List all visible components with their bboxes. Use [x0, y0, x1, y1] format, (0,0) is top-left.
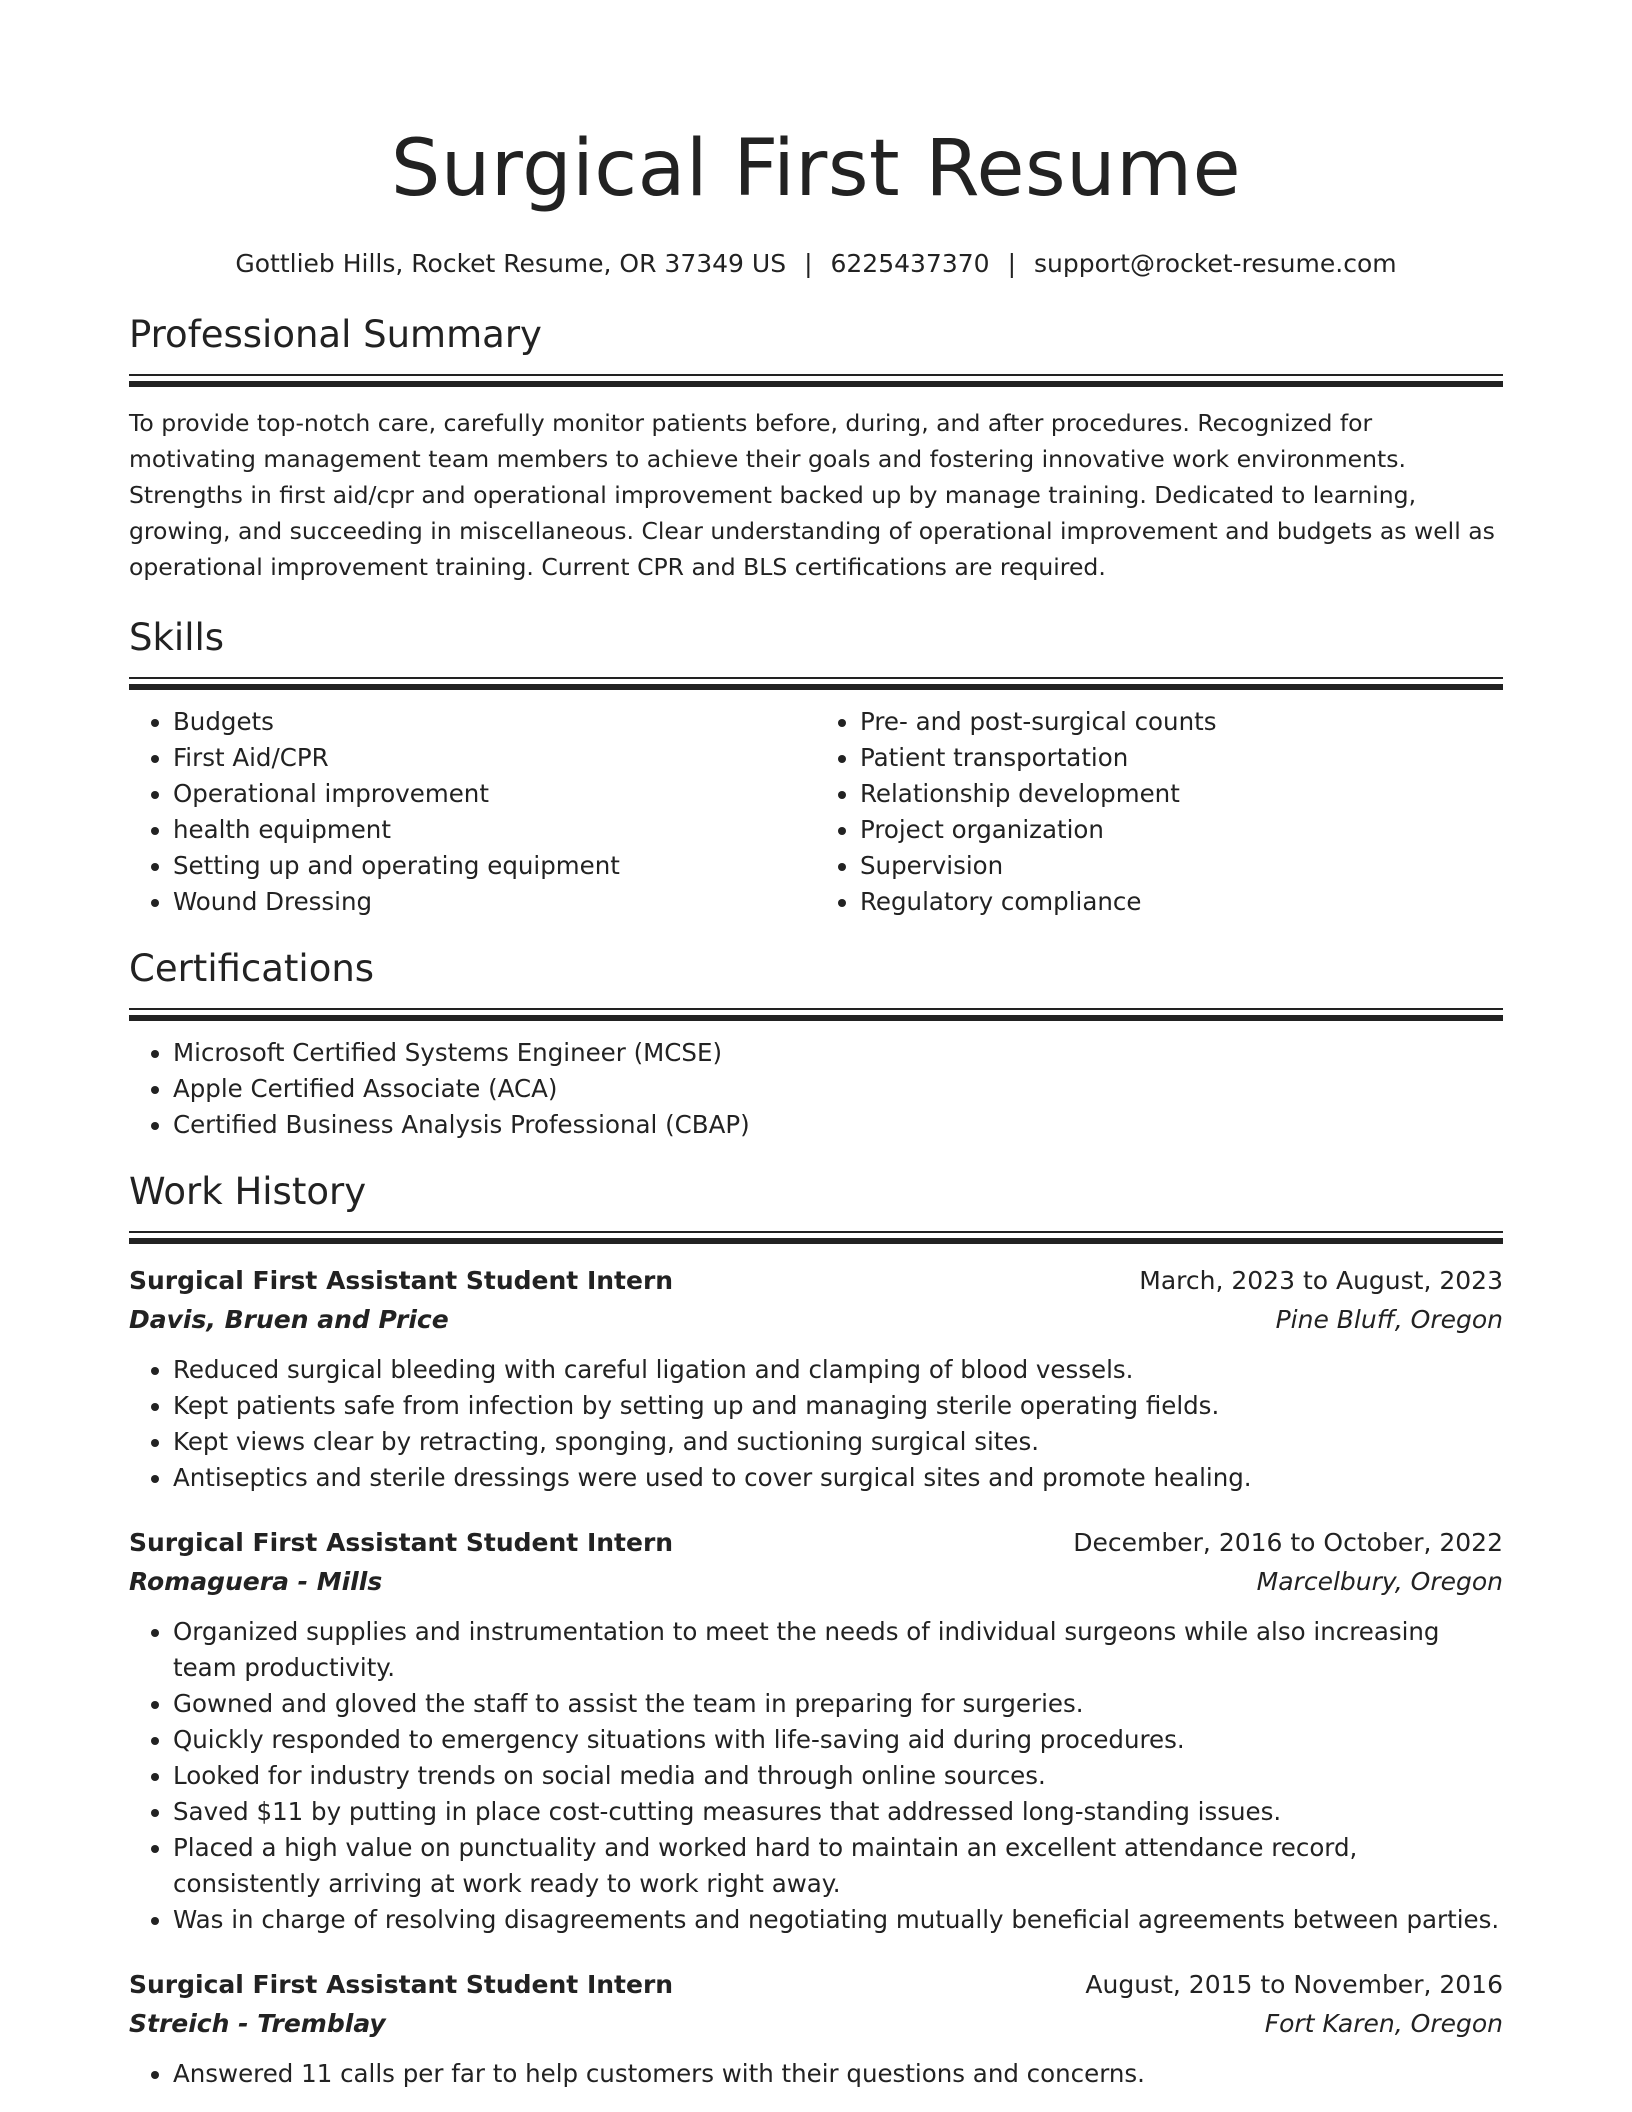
job-entry	[129, 1966, 1503, 2092]
job-bullet: • Kept views clear by retracting, sponging, and suctioning surgical sites.	[173, 1424, 1503, 1460]
certification-item: • Certified Business Analysis Professional (CBAP)	[173, 1107, 1503, 1143]
skill-item: • First Aid/CPR	[173, 740, 816, 776]
section-divider	[129, 374, 1503, 387]
job-dates: March, 2023 to August, 2023	[1139, 1266, 1503, 1295]
skills-list-right	[816, 704, 1503, 920]
skill-item: • Patient transportation	[860, 740, 1503, 776]
contact-separator: |	[1007, 249, 1016, 278]
job-bullet: • Reduced surgical bleeding with careful ligation and clamping of blood vessels.	[173, 1352, 1503, 1388]
job-location: Pine Bluff, Oregon	[1275, 1305, 1503, 1334]
job-bullet: • Saved $11 by putting in place cost-cutting measures that addressed long-standing issues.	[173, 1794, 1503, 1830]
job-bullets	[129, 2056, 1503, 2092]
resume-title: Surgical First Resume	[390, 124, 1242, 214]
job-bullet: • Gowned and gloved the staff to assist the team in preparing for surgeries.	[173, 1686, 1503, 1722]
certifications-heading: Certifications	[129, 947, 375, 990]
contact-email[interactable]: support@rocket-resume.com	[1034, 249, 1397, 278]
job-bullet: • Kept patients safe from infection by setting up and managing sterile operating fields.	[173, 1388, 1503, 1424]
job-company: Davis, Bruen and Price	[129, 1305, 449, 1334]
work-history-heading: Work History	[129, 1170, 367, 1213]
job-company: Romaguera - Mills	[129, 1567, 383, 1596]
skill-item: • Project organization	[860, 812, 1503, 848]
job-location: Fort Karen, Oregon	[1264, 2009, 1503, 2038]
job-header	[129, 1966, 1503, 2004]
work-history-section	[129, 1169, 1503, 2092]
job-title: Surgical First Assistant Student Intern	[129, 1266, 674, 1295]
job-entry	[129, 1524, 1503, 1938]
skill-item: • Supervision	[860, 848, 1503, 884]
job-bullet: • Placed a high value on punctuality and worked hard to maintain an excellent attendance record, consistently arriving at work ready to work right away.	[173, 1830, 1503, 1902]
skill-item: • Pre- and post-surgical counts	[860, 704, 1503, 740]
job-bullet: • Organized supplies and instrumentation to meet the needs of individual surgeons while also increasing team productivity.	[173, 1614, 1503, 1686]
contact-address: Gottlieb Hills, Rocket Resume, OR 37349 US	[235, 249, 787, 278]
job-subheader	[129, 1300, 1503, 1340]
section-divider	[129, 1231, 1503, 1244]
skill-item: • Setting up and operating equipment	[173, 848, 816, 884]
skill-item: • Wound Dressing	[173, 884, 816, 920]
skills-grid	[129, 704, 1503, 920]
contact-line	[129, 248, 1503, 280]
summary-heading: Professional Summary	[129, 313, 542, 356]
contact-phone: 6225437370	[830, 249, 990, 278]
contact-separator: |	[804, 249, 813, 278]
job-bullet: • Looked for industry trends on social media and through online sources.	[173, 1758, 1503, 1794]
job-dates: December, 2016 to October, 2022	[1073, 1528, 1503, 1557]
summary-section	[129, 312, 1503, 585]
job-entry	[129, 1262, 1503, 1496]
job-bullets	[129, 1352, 1503, 1496]
certification-item: • Apple Certified Associate (ACA)	[173, 1071, 1503, 1107]
skill-item: • Relationship development	[860, 776, 1503, 812]
skills-list-left	[129, 704, 816, 920]
certifications-section	[129, 946, 1503, 1143]
job-company: Streich - Tremblay	[129, 2009, 386, 2038]
certification-item: • Microsoft Certified Systems Engineer (MCSE)	[173, 1035, 1503, 1071]
skill-item: • health equipment	[173, 812, 816, 848]
skill-item: • Budgets	[173, 704, 816, 740]
summary-text: To provide top-notch care, carefully monitor patients before, during, and after procedures. Recognized for motivating management team members to achieve their goals and fostering innovative work environments. Strengths in first aid/cpr and operational improvement backed up by manage training. Dedicated to learning, growing, and succeeding in miscellaneous. Clear understanding of operational improvement and budgets as well as operational improvement training. Current CPR and BLS certifications are required.	[129, 409, 1495, 581]
job-bullet: • Quickly responded to emergency situations with life-saving aid during procedures.	[173, 1722, 1503, 1758]
job-bullet: • Answered 11 calls per far to help customers with their questions and concerns.	[173, 2056, 1503, 2092]
section-divider	[129, 1008, 1503, 1021]
certifications-list	[129, 1035, 1503, 1143]
job-location: Marcelbury, Oregon	[1256, 1567, 1503, 1596]
skill-item: • Regulatory compliance	[860, 884, 1503, 920]
job-header	[129, 1262, 1503, 1300]
job-bullets	[129, 1614, 1503, 1938]
job-dates: August, 2015 to November, 2016	[1085, 1970, 1503, 1999]
skills-section	[129, 615, 1503, 920]
section-divider	[129, 677, 1503, 690]
job-title: Surgical First Assistant Student Intern	[129, 1528, 674, 1557]
job-bullet: • Antiseptics and sterile dressings were used to cover surgical sites and promote healing.	[173, 1460, 1503, 1496]
job-title: Surgical First Assistant Student Intern	[129, 1970, 674, 1999]
skills-heading: Skills	[129, 616, 225, 659]
job-subheader	[129, 1562, 1503, 1602]
job-bullet: • Was in charge of resolving disagreements and negotiating mutually beneficial agreements between parties.	[173, 1902, 1503, 1938]
job-subheader	[129, 2004, 1503, 2044]
job-header	[129, 1524, 1503, 1562]
skill-item: • Operational improvement	[173, 776, 816, 812]
